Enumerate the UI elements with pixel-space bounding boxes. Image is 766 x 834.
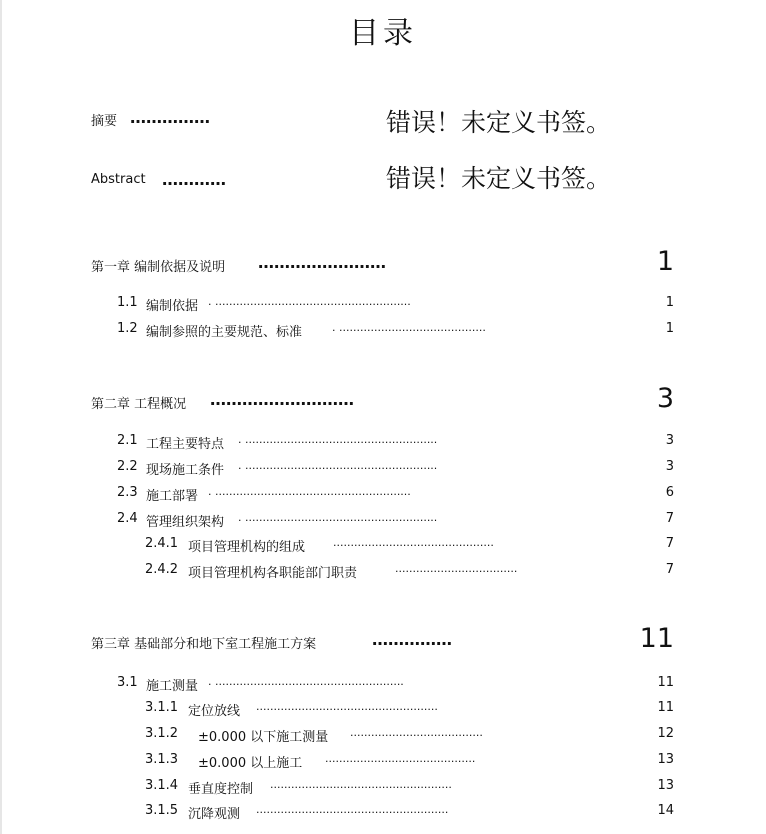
toc-section-label: 施工测量: [146, 679, 199, 694]
toc-page-number: 7: [665, 511, 674, 526]
toc-leader-dots: ……………: [130, 108, 210, 127]
toc-section-3-1[interactable]: [0, 673, 766, 697]
toc-page-number: 3: [656, 383, 674, 414]
toc-chapter-2[interactable]: [0, 385, 766, 415]
toc-section-label: 垂直度控制: [188, 782, 254, 797]
toc-section-label: 项目管理机构各职能部门职责: [188, 566, 358, 581]
toc-page-number: 7: [665, 562, 674, 577]
toc-section-number: 2.4.2: [145, 562, 179, 577]
toc-section-number: 3.1.3: [145, 752, 179, 767]
toc-chapter-label: 第二章 工程概况: [91, 397, 187, 412]
toc-section-number: 3.1.5: [145, 803, 179, 818]
toc-section-label: 项目管理机构的组成: [188, 540, 306, 555]
toc-section-label: 施工部署: [146, 489, 199, 504]
toc-page-number: 11: [657, 675, 674, 690]
toc-leader-dots: . ........................................................: [208, 295, 411, 308]
toc-section-number: 2.4.1: [145, 536, 179, 551]
toc-leader-dots: . ..........................................: [332, 321, 486, 334]
toc-section-number: 3.1.2: [145, 726, 179, 741]
toc-leader-dots: ....................................................: [270, 778, 452, 791]
toc-subsection-3-1-2[interactable]: [0, 724, 766, 748]
toc-subsection-3-1-4[interactable]: [0, 776, 766, 800]
toc-section-label: 编制依据: [146, 299, 199, 314]
toc-subsection-2-4-1[interactable]: [0, 534, 766, 558]
toc-section-number: 2.4: [117, 511, 138, 526]
toc-section-2-3[interactable]: [0, 483, 766, 507]
toc-section-label: ±0.000 以上施工: [198, 756, 303, 771]
toc-page-number: 13: [657, 752, 674, 767]
toc-leader-dots: ……………………: [258, 253, 386, 272]
toc-section-2-2[interactable]: [0, 457, 766, 481]
toc-entry-abstract-en[interactable]: [0, 162, 766, 192]
toc-leader-dots: .......................................................: [256, 803, 449, 816]
toc-entry-abstract-cn[interactable]: [0, 106, 766, 136]
toc-chapter-label: 第三章 基础部分和地下室工程施工方案: [91, 637, 317, 652]
toc-page-number: 11: [657, 700, 674, 715]
toc-page-number: 3: [665, 433, 674, 448]
toc-leader-dots: . ......................................................: [208, 675, 404, 688]
toc-leader-dots: ………………………: [210, 390, 354, 409]
toc-section-label: 定位放线: [188, 704, 241, 719]
toc-page-number: 13: [657, 778, 674, 793]
toc-subsection-3-1-5[interactable]: [0, 801, 766, 825]
toc-leader-dots: . .......................................................: [238, 433, 438, 446]
toc-leader-dots: ....................................................: [256, 700, 438, 713]
toc-leader-dots: . .......................................................: [238, 459, 438, 472]
toc-section-number: 3.1.1: [145, 700, 179, 715]
toc-leader-dots: ...........................................: [325, 752, 476, 765]
toc-page-number: 1: [665, 321, 674, 336]
toc-page-number: 14: [657, 803, 674, 818]
toc-page-number: 3: [665, 459, 674, 474]
toc-section-2-1[interactable]: [0, 431, 766, 455]
toc-section-1-2[interactable]: [0, 319, 766, 343]
toc-chapter-3[interactable]: [0, 625, 766, 655]
toc-label: 摘要: [91, 114, 118, 129]
toc-leader-dots: …………: [162, 170, 226, 189]
toc-section-label: ±0.000 以下施工测量: [198, 730, 329, 745]
toc-leader-dots: ..............................................: [333, 536, 494, 549]
toc-page-number: 7: [665, 536, 674, 551]
toc-leader-dots: . ........................................................: [208, 485, 411, 498]
toc-page-error: 错误！未定义书签。: [386, 108, 612, 137]
toc-chapter-label: 第一章 编制依据及说明: [91, 260, 226, 275]
toc-section-number: 2.1: [117, 433, 138, 448]
toc-leader-dots: ......................................: [350, 726, 483, 739]
toc-subsection-3-1-1[interactable]: [0, 698, 766, 722]
toc-section-label: 沉降观测: [188, 807, 241, 822]
toc-label: Abstract: [91, 172, 146, 187]
toc-section-number: 2.3: [117, 485, 138, 500]
toc-page-number: 1: [665, 295, 674, 310]
toc-section-label: 编制参照的主要规范、标准: [146, 325, 303, 340]
toc-leader-dots: . .......................................................: [238, 511, 438, 524]
toc-section-number: 3.1.4: [145, 778, 179, 793]
toc-section-number: 1.1: [117, 295, 138, 310]
toc-section-number: 2.2: [117, 459, 138, 474]
toc-section-label: 工程主要特点: [146, 437, 225, 452]
toc-page-error: 错误！未定义书签。: [386, 164, 612, 193]
toc-section-label: 现场施工条件: [146, 463, 225, 478]
toc-section-label: 管理组织架构: [146, 515, 225, 530]
toc-section-number: 3.1: [117, 675, 138, 690]
toc-chapter-1[interactable]: [0, 248, 766, 278]
toc-section-1-1[interactable]: [0, 293, 766, 317]
toc-subsection-3-1-3[interactable]: [0, 750, 766, 774]
toc-leader-dots: ...................................: [395, 562, 518, 575]
toc-section-number: 1.2: [117, 321, 138, 336]
toc-page-number: 1: [656, 246, 674, 277]
toc-page-number: 6: [665, 485, 674, 500]
toc-section-2-4[interactable]: [0, 509, 766, 533]
toc-subsection-2-4-2[interactable]: [0, 560, 766, 584]
toc-leader-dots: ……………: [372, 630, 452, 649]
toc-page-number: 11: [639, 623, 674, 654]
toc-page-number: 12: [657, 726, 674, 741]
page-title: 目录: [349, 16, 417, 51]
